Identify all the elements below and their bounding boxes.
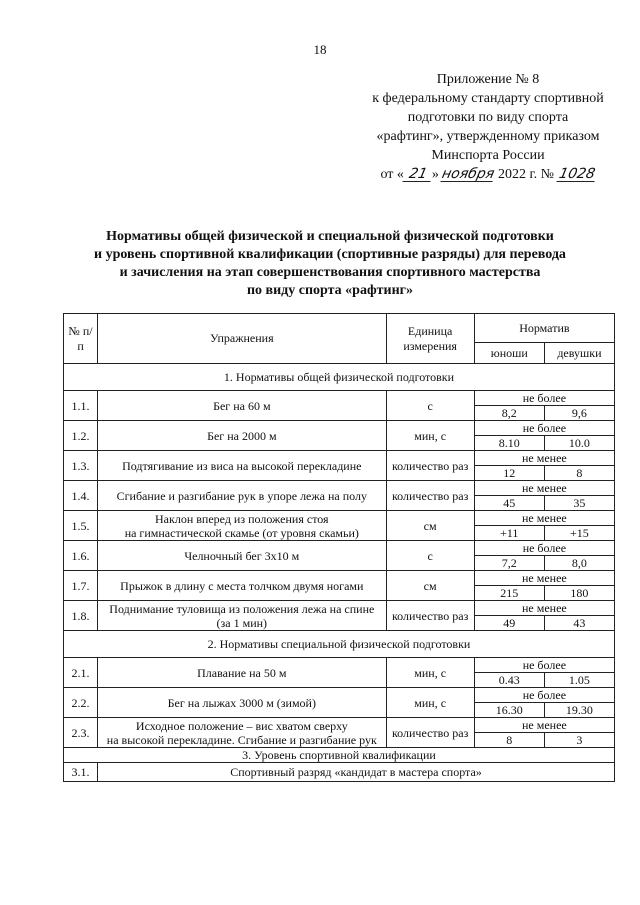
section-title: 3. Уровень спортивной квалификации [64,748,615,763]
row-boys-value: 0.43 [474,673,544,688]
heading-line: по виду спорта «рафтинг» [246,283,414,298]
row-unit: количество раз [386,601,474,631]
row-exercise-line: Наклон вперед из положения стоя [155,511,329,526]
row-number: 1.5. [64,511,98,541]
row-unit: мин, с [386,421,474,451]
row-number: 2.1. [64,658,98,688]
row-exercise-line: на высокой перекладине. Сгибание и разгибание рук [106,732,377,747]
row-number: 1.2. [64,421,98,451]
order-date-line [338,165,638,184]
header-girls: девушки [544,343,614,364]
row-unit: количество раз [386,718,474,748]
row-condition: не менее [474,451,614,466]
row-condition: не более [474,541,614,556]
date-prefix: от « [380,167,404,182]
row-exercise: Сгибание и разгибание рук в упоре лежа на полу [98,481,387,511]
row-boys-value: 215 [474,586,544,601]
row-number: 1.1. [64,391,98,421]
row-girls-value: 43 [544,616,614,631]
appendix-title: Приложение № 8 [436,72,540,87]
header-boys: юноши [474,343,544,364]
year-text: 2022 г. № [498,167,555,182]
document-heading [60,228,600,300]
row-boys-value: 8.10 [474,436,544,451]
row-girls-value: 9,6 [544,406,614,421]
appendix-line: «рафтинг», утвержденному приказом [376,129,600,144]
section-title: 2. Нормативы специальной физической подготовки [64,631,615,658]
row-exercise [98,511,387,541]
row-girls-value: 1.05 [544,673,614,688]
handwritten-order-number: 1028 [557,166,597,182]
header-norm: Норматив [474,314,614,343]
row-exercise: Челночный бег 3х10 м [98,541,387,571]
row-unit: мин, с [386,688,474,718]
row-exercise-line: на гимнастической скамье (от уровня скамьи) [124,525,359,540]
row-unit: количество раз [386,481,474,511]
row-condition: не менее [474,571,614,586]
appendix-line: к федеральному стандарту спортивной [372,91,604,106]
page-number: 18 [313,42,327,57]
header-exercise: Упражнения [98,314,387,364]
row-girls-value: 3 [544,733,614,748]
row-boys-value: 7,2 [474,556,544,571]
row-number: 1.8. [64,601,98,631]
row-number: 1.4. [64,481,98,511]
heading-line: Нормативы общей физической и специальной физической подготовки [106,229,554,244]
row-condition: не более [474,688,614,703]
row-exercise: Прыжок в длину с места толчком двумя ногами [98,571,387,601]
row-condition: не более [474,421,614,436]
section-title: 1. Нормативы общей физической подготовки [64,364,615,391]
row-condition: не менее [474,511,614,526]
row-girls-value: 8 [544,466,614,481]
row-exercise [98,601,387,631]
row-condition: не менее [474,718,614,733]
row-unit: с [386,541,474,571]
row-number: 2.2. [64,688,98,718]
row-girls-value: 8,0 [544,556,614,571]
date-mid: » [431,167,439,182]
row-boys-value: 8 [474,733,544,748]
row-girls-value: 35 [544,496,614,511]
row-exercise: Бег на лыжах 3000 м (зимой) [98,688,387,718]
row-unit: см [386,571,474,601]
row-exercise: Плавание на 50 м [98,658,387,688]
heading-line: и зачисления на этап совершенствования спортивного мастерства [119,265,541,280]
row-exercise: Бег на 60 м [98,391,387,421]
row-girls-value: 10.0 [544,436,614,451]
header-unit: Единица измерения [386,314,474,364]
row-exercise-line: (за 1 мин) [216,615,268,630]
row-girls-value: +15 [544,526,614,541]
row-unit: см [386,511,474,541]
row-condition: не менее [474,481,614,496]
row-condition: не более [474,658,614,673]
row-boys-value: 45 [474,496,544,511]
row-number: 1.7. [64,571,98,601]
handwritten-day: 21 [402,167,433,182]
row-condition: не менее [474,601,614,616]
row-exercise [98,718,387,748]
row-boys-value: +11 [474,526,544,541]
row-unit: количество раз [386,451,474,481]
row-girls-value: 180 [544,586,614,601]
row-girls-value: 19.30 [544,703,614,718]
row-boys-value: 8,2 [474,406,544,421]
row-exercise-line: Исходное положение – вис хватом сверху [135,718,348,733]
row-number: 3.1. [64,763,98,782]
row-number: 1.3. [64,451,98,481]
appendix-line: Минспорта России [431,148,545,163]
row-boys-value: 12 [474,466,544,481]
header-num: № п/п [64,314,98,364]
row-boys-value: 16.30 [474,703,544,718]
row-unit: с [386,391,474,421]
handwritten-month: ноября [440,166,497,182]
row-unit: мин, с [386,658,474,688]
norms-table [63,313,615,782]
row-exercise: Спортивный разряд «кандидат в мастера спорта» [98,763,615,782]
row-number: 2.3. [64,718,98,748]
row-exercise: Подтягивание из виса на высокой перекладине [98,451,387,481]
appendix-line: подготовки по виду спорта [407,110,569,125]
row-boys-value: 49 [474,616,544,631]
row-exercise: Бег на 2000 м [98,421,387,451]
heading-line: и уровень спортивной квалификации (спортивные разряды) для перевода [94,247,566,262]
row-condition: не более [474,391,614,406]
row-exercise-line: Поднимание туловища из положения лежа на спине [109,601,375,616]
appendix-block [338,70,638,184]
row-number: 1.6. [64,541,98,571]
